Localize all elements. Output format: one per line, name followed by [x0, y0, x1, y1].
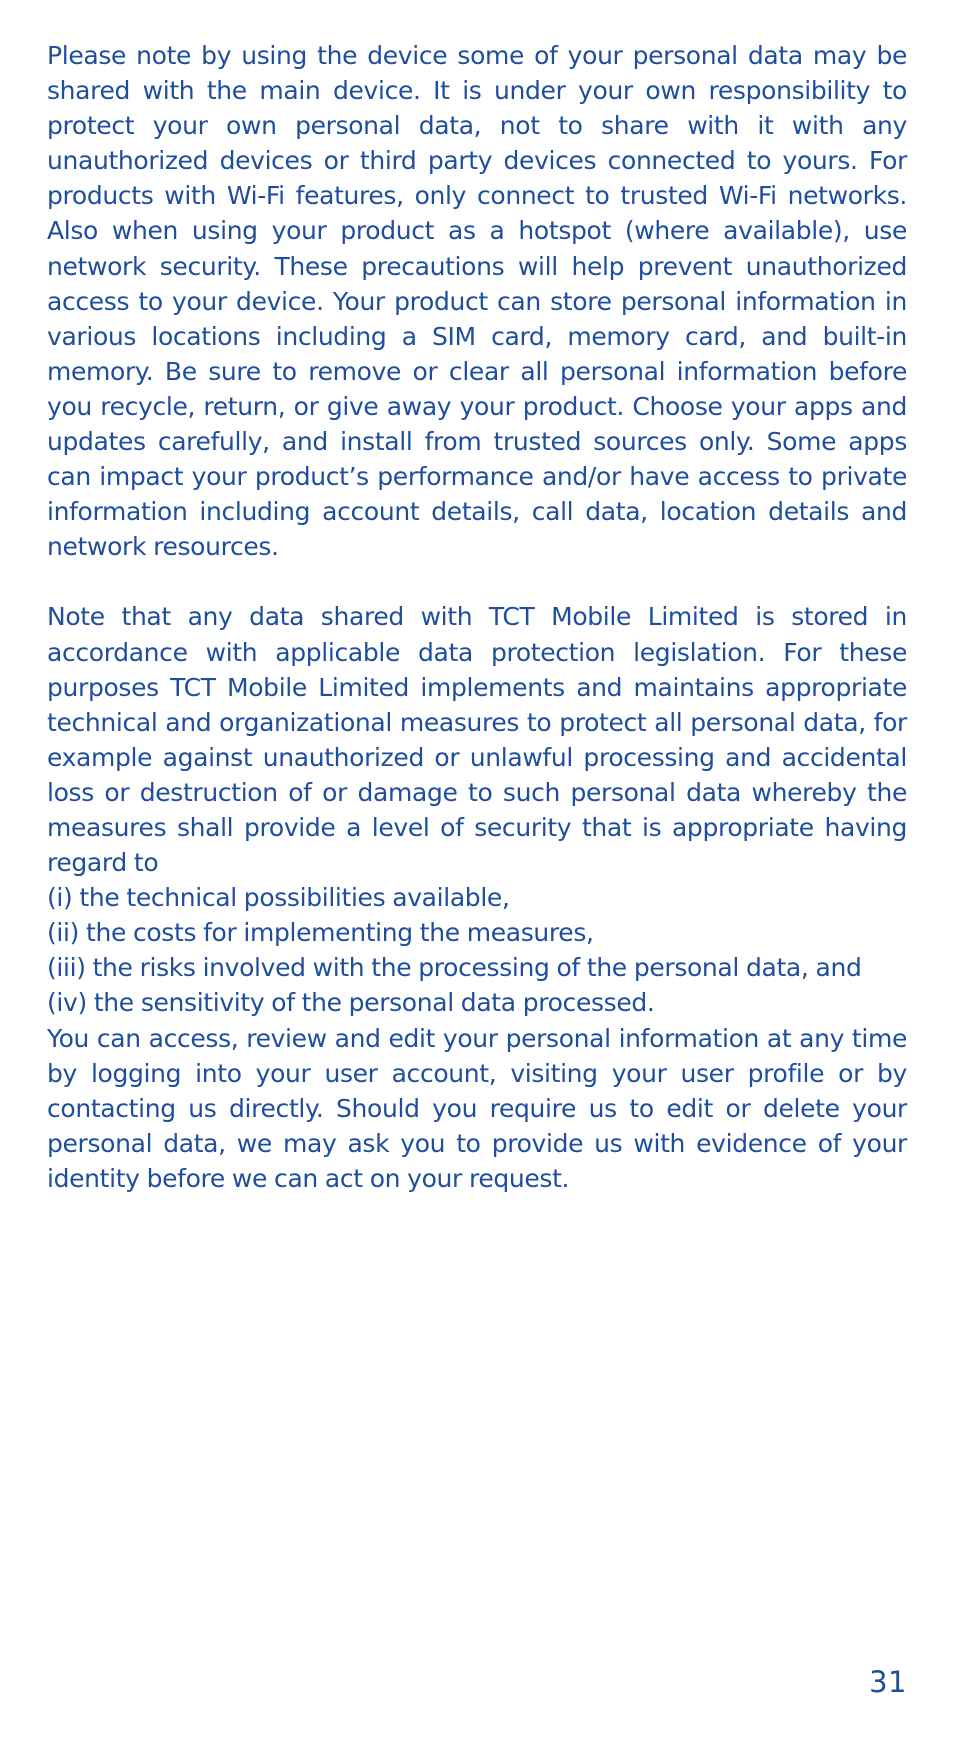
privacy-paragraph-data-protection: Note that any data shared with TCT Mobile Limited is stored in accordance with applicable data protection legislation. For these purposes TCT Mobile Limited implements and maintains appropriate technical and organizational measures to protect all personal data, for example against unauthorized or unlawful processing and accidental loss or destruction of or damage to such personal data whereby the measures shall provide a level of security that is appropriate having regard to — [47, 602, 907, 878]
page-content — [47, 38, 907, 1196]
security-considerations-list — [47, 880, 907, 1020]
list-item: (i) the technical possibilities available, — [47, 883, 510, 913]
privacy-paragraph-access-rights: You can access, review and edit your personal information at any time by logging into your user account, visiting your user profile or by contacting us directly. Should you require us to edit or delete your personal data, we may ask you to provide us with evidence of your identity before we can act on your request. — [47, 1023, 907, 1193]
list-item: (ii) the costs for implementing the measures, — [47, 918, 594, 948]
list-item: (iii) the risks involved with the processing of the personal data, and — [47, 953, 862, 983]
paragraph-spacer — [47, 564, 907, 599]
page-number: 31 — [869, 1665, 907, 1699]
privacy-paragraph-device-data: Please note by using the device some of your personal data may be shared with the main device. It is under your own responsibility to protect your own personal data, not to share with it with any unauthorized devices or third party devices connected to yours. For products with Wi-Fi features, only connect to trusted Wi-Fi networks. Also when using your product as a hotspot (where available), use network security. These precautions will help prevent unauthorized access to your device. Your product can store personal information in various locations including a SIM card, memory card, and built-in memory. Be sure to remove or clear all personal information before you recycle, return, or give away your product. Choose your apps and updates carefully, and install from trusted sources only. Some apps can impact your product’s performance and/or have access to private information including account details, call data, location details and network resources. — [47, 41, 907, 562]
list-item: (iv) the sensitivity of the personal data processed. — [47, 988, 655, 1018]
